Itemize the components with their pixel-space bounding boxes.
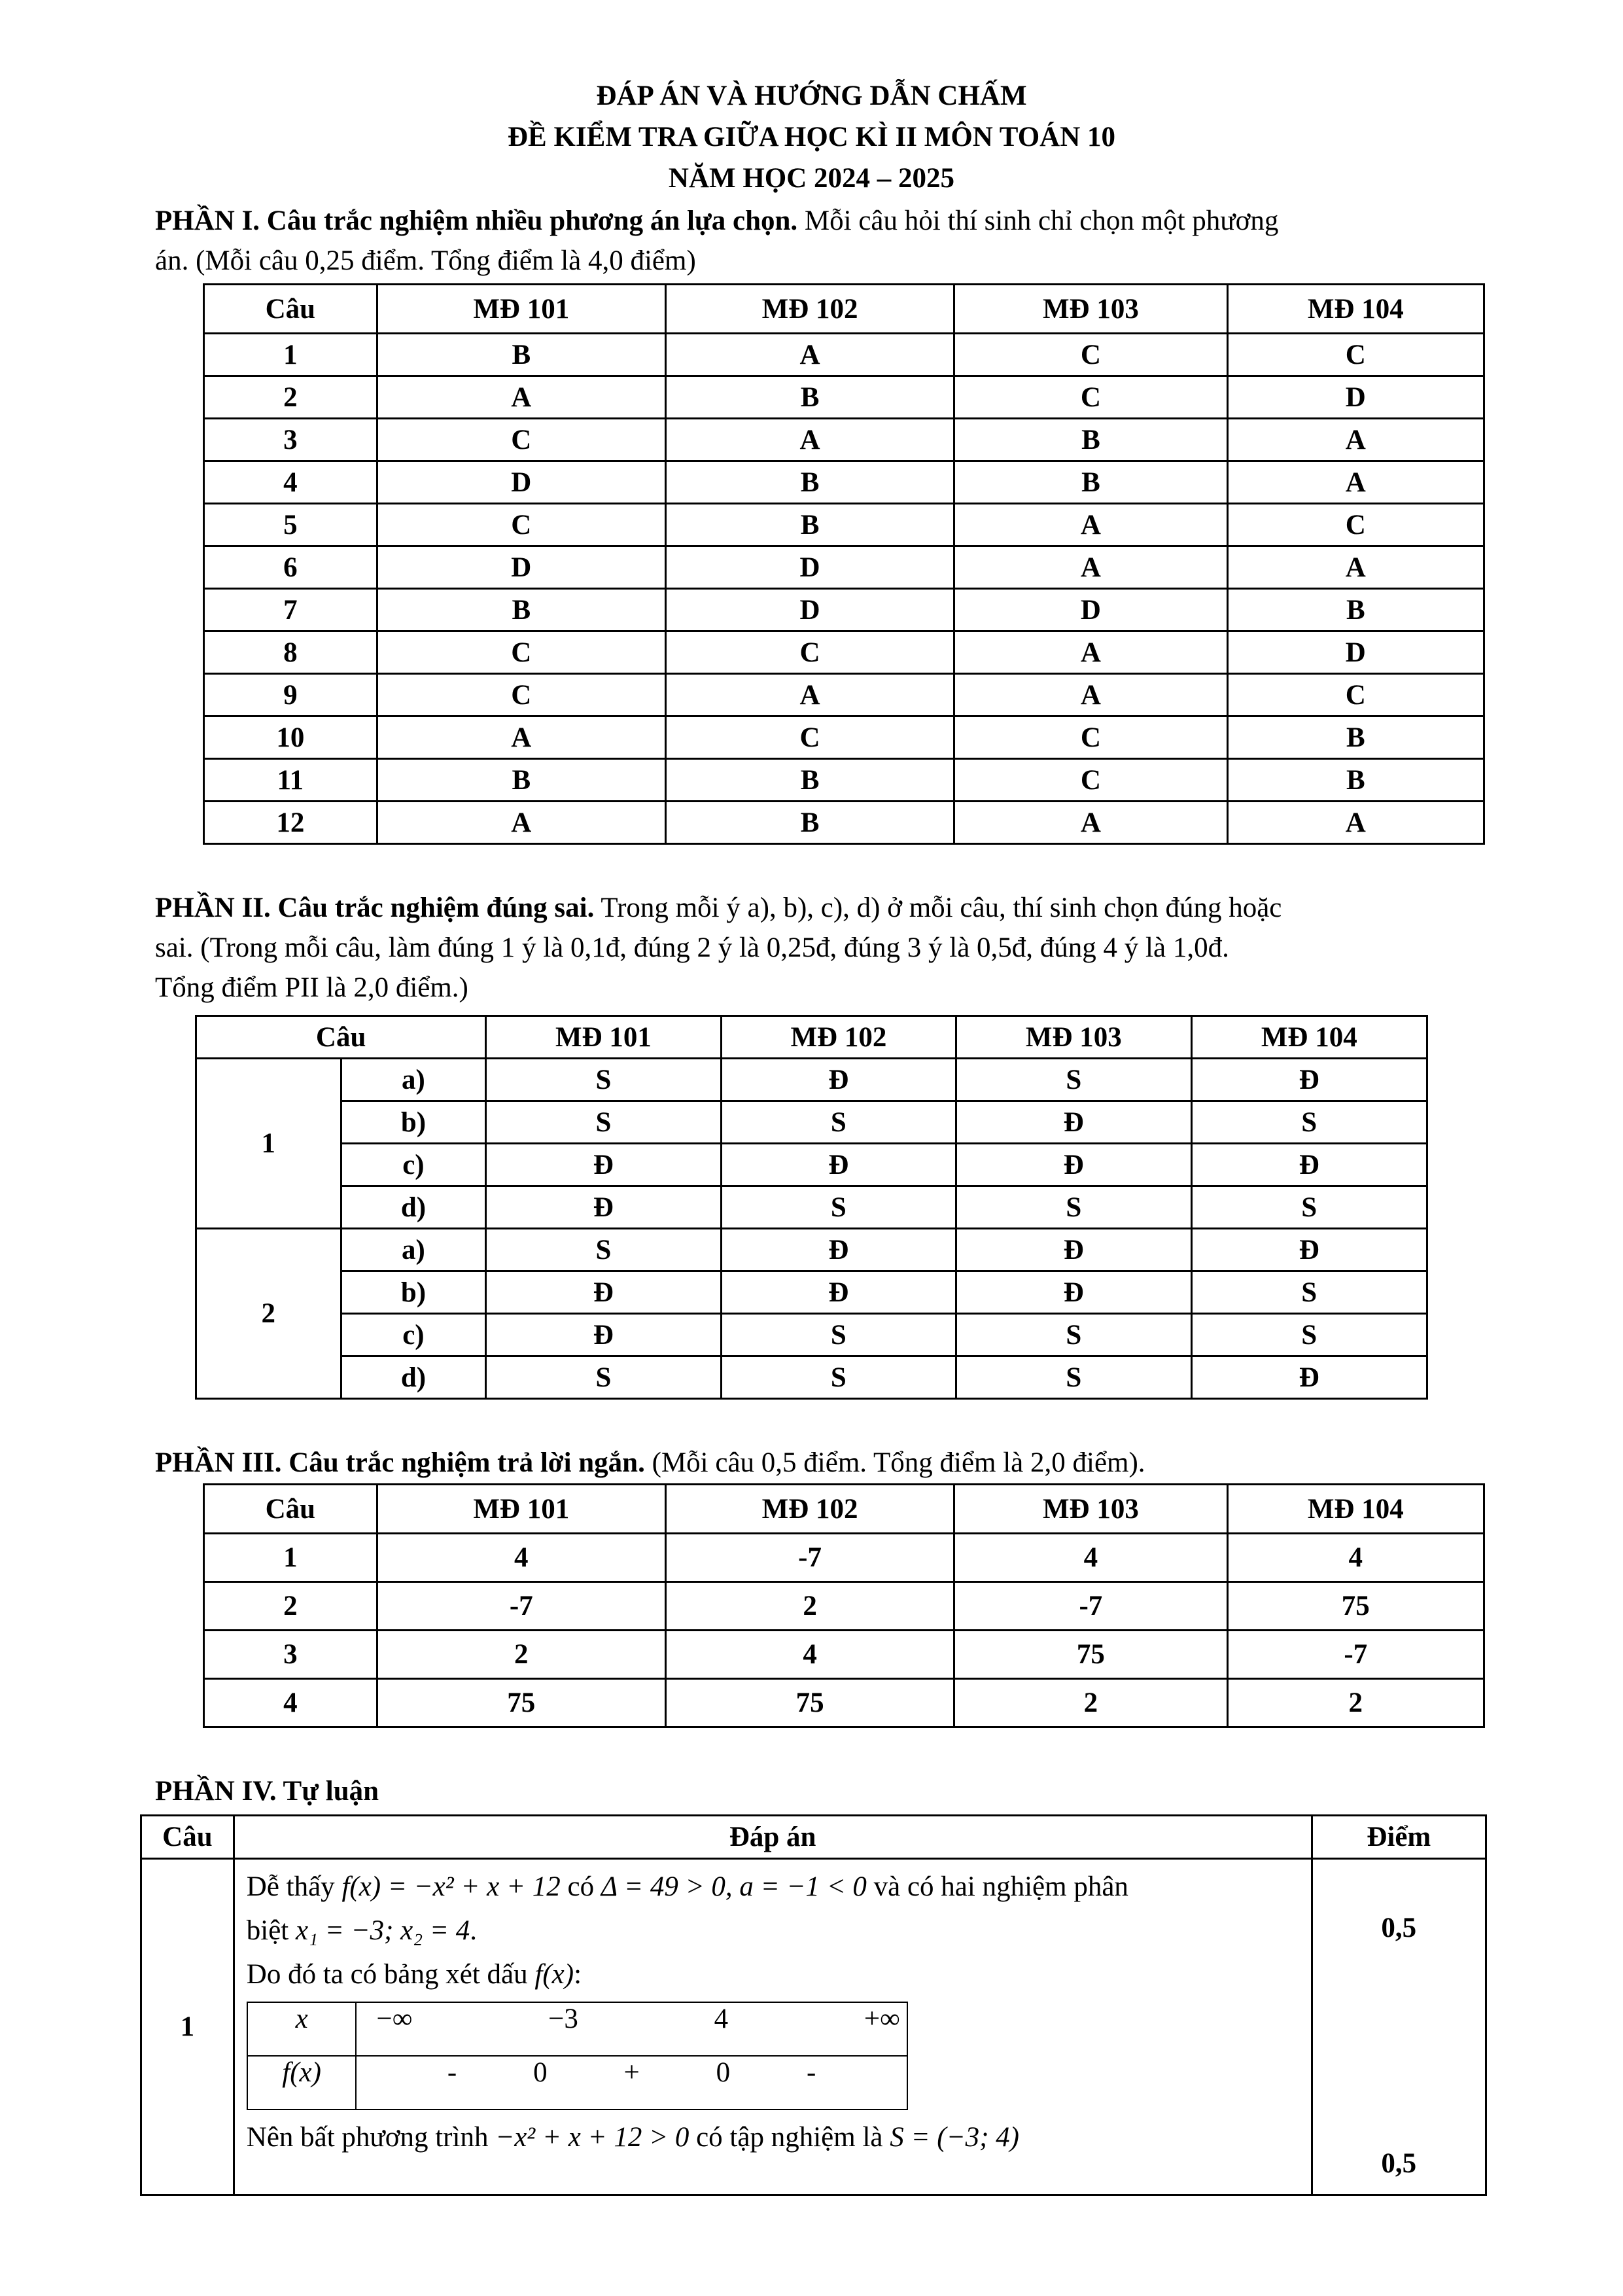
discriminant-condition: Δ = 49 > 0, a = −1 < 0 <box>601 1871 867 1902</box>
sign-4: 0 <box>716 2057 731 2088</box>
part2-cell: S <box>486 1101 721 1144</box>
part1-cell: C <box>665 716 954 759</box>
part3-cell: 2 <box>665 1582 954 1631</box>
part2-cell: S <box>956 1314 1191 1356</box>
part1-cell: A <box>954 546 1227 589</box>
part1-cell: C <box>1227 504 1484 546</box>
part2-cell: Đ <box>486 1144 721 1186</box>
part2-item-label: d) <box>341 1186 486 1229</box>
part3-cell: 75 <box>1227 1582 1484 1631</box>
part2-cell: S <box>1191 1271 1427 1314</box>
part1-cell: C <box>954 759 1227 802</box>
part2-cell: Đ <box>721 1271 956 1314</box>
part1-answer-table <box>203 283 1485 845</box>
part2-cell: S <box>956 1186 1191 1229</box>
part3-cell: -7 <box>665 1534 954 1582</box>
part2-row <box>196 1314 1427 1356</box>
part1-row <box>204 376 1484 419</box>
sign-2: 0 <box>533 2057 548 2088</box>
part1-cell: 6 <box>204 546 377 589</box>
part2-desc-2: sai. (Trong mỗi câu, làm đúng 1 ý là 0,1đ, đúng 2 ý là 0,25đ, đúng 3 ý là 0,5đ, đúng 4 ý là 1,0đ. <box>155 932 1229 963</box>
part1-cell: B <box>954 419 1227 461</box>
part3-heading: PHẦN III. Câu trắc nghiệm trả lời ngắn. <box>155 1447 645 1478</box>
part1-desc-2: án. (Mỗi câu 0,25 điểm. Tổng điểm là 4,0 điểm) <box>155 245 696 276</box>
part1-cell: C <box>665 631 954 674</box>
inequality-expression: −x² + x + 12 > 0 <box>495 2122 689 2153</box>
part2-item-label: b) <box>341 1271 486 1314</box>
part2-row <box>196 1101 1427 1144</box>
part1-row <box>204 546 1484 589</box>
part2-cell: S <box>1191 1101 1427 1144</box>
part1-desc-1: Mỗi câu hỏi thí sinh chỉ chọn một phương <box>797 205 1279 236</box>
part2-cell: S <box>486 1059 721 1101</box>
part3-col-md102: MĐ 102 <box>665 1485 954 1534</box>
part2-item-label: d) <box>341 1356 486 1399</box>
roots-expression: x₁ = −3; x₂ = 4 <box>296 1915 470 1946</box>
part4-col-cau: Câu <box>141 1816 234 1859</box>
part1-cell: A <box>1227 419 1484 461</box>
part3-row <box>204 1582 1484 1631</box>
part1-cell: A <box>665 419 954 461</box>
part1-cell: A <box>1227 546 1484 589</box>
answer-line-4: Nên bất phương trình −x² + x + 12 > 0 có tập nghiệm là S = (−3; 4) <box>246 2122 1019 2153</box>
part3-cell: 4 <box>1227 1534 1484 1582</box>
part2-cell: Đ <box>486 1186 721 1229</box>
part4-heading: PHẦN IV. Tự luận <box>155 1776 379 1807</box>
part2-cell: S <box>721 1314 956 1356</box>
answer-line-2: biệt x₁ = −3; x₂ = 4. <box>246 1915 477 1946</box>
part3-cell: 1 <box>204 1534 377 1582</box>
part1-cell: B <box>1227 759 1484 802</box>
sign-table-function: f(x) <box>534 1959 574 1990</box>
part1-cell: C <box>377 504 665 546</box>
part3-cell: -7 <box>1227 1631 1484 1679</box>
part1-cell: 8 <box>204 631 377 674</box>
part3-desc: (Mỗi câu 0,5 điểm. Tổng điểm là 2,0 điểm). <box>644 1447 1145 1478</box>
part2-cell: S <box>486 1356 721 1399</box>
score-2: 0,5 <box>1381 2148 1417 2179</box>
part4-essay-table <box>140 1814 1487 2196</box>
part2-cell: Đ <box>956 1144 1191 1186</box>
part3-cell: 2 <box>204 1582 377 1631</box>
part1-row <box>204 716 1484 759</box>
part3-col-md104: MĐ 104 <box>1227 1485 1484 1534</box>
part3-answer-table <box>203 1483 1485 1728</box>
point-4: 4 <box>714 2004 729 2034</box>
part2-cell: S <box>956 1059 1191 1101</box>
part1-cell: B <box>377 759 665 802</box>
part2-row <box>196 1229 1427 1271</box>
point-minus-3: −3 <box>548 2004 578 2034</box>
answer-line-1: Dễ thấy f(x) = −x² + x + 12 có Δ = 49 > 0, a = −1 < 0 và có hai nghiệm phân <box>246 1871 1128 1902</box>
part4-question-number: 1 <box>141 1859 234 2195</box>
part2-cell: Đ <box>1191 1144 1427 1186</box>
score-1: 0,5 <box>1381 1913 1417 1943</box>
part1-cell: C <box>377 419 665 461</box>
part1-col-md103: MĐ 103 <box>954 285 1227 334</box>
part1-cell: C <box>377 631 665 674</box>
part2-cell: Đ <box>1191 1229 1427 1271</box>
part1-cell: A <box>665 334 954 376</box>
part3-cell: -7 <box>377 1582 665 1631</box>
part2-cell: Đ <box>721 1144 956 1186</box>
sign-table-points <box>356 2002 907 2056</box>
part2-cell: S <box>1191 1314 1427 1356</box>
part2-cell: Đ <box>1191 1059 1427 1101</box>
sign-1: - <box>447 2057 457 2088</box>
part1-heading: PHẦN I. Câu trắc nghiệm nhiều phương án lựa chọn. <box>155 205 798 236</box>
part4-answer-cell <box>234 1859 1312 2195</box>
part2-cell: S <box>1191 1186 1427 1229</box>
part3-row <box>204 1534 1484 1582</box>
part1-cell: C <box>1227 334 1484 376</box>
part2-item-label: b) <box>341 1101 486 1144</box>
part1-cell: D <box>1227 631 1484 674</box>
header-line-3: NĂM HỌC 2024 – 2025 <box>668 163 955 194</box>
part3-cell: 4 <box>954 1534 1227 1582</box>
part2-item-label: a) <box>341 1059 486 1101</box>
part1-cell: A <box>954 504 1227 546</box>
part1-cell: B <box>377 334 665 376</box>
part2-row <box>196 1271 1427 1314</box>
part1-cell: A <box>954 631 1227 674</box>
part2-desc-1: Trong mỗi ý a), b), c), d) ở mỗi câu, thí sinh chọn đúng hoặc <box>594 892 1282 923</box>
part2-row <box>196 1059 1427 1101</box>
part3-cell: 3 <box>204 1631 377 1679</box>
part1-row <box>204 419 1484 461</box>
part3-row <box>204 1679 1484 1727</box>
part1-cell: 9 <box>204 674 377 716</box>
sign-table-row-label: f(x) <box>247 2056 357 2110</box>
part2-cell: Đ <box>721 1059 956 1101</box>
part3-row <box>204 1631 1484 1679</box>
part2-cell: Đ <box>486 1314 721 1356</box>
part4-score-cell <box>1312 1859 1486 2195</box>
part2-cell: Đ <box>1191 1356 1427 1399</box>
part2-cell: S <box>721 1101 956 1144</box>
part3-cell: 75 <box>377 1679 665 1727</box>
part1-cell: 7 <box>204 589 377 631</box>
part3-col-cau: Câu <box>204 1485 377 1534</box>
part1-cell: D <box>377 546 665 589</box>
part2-item-label: c) <box>341 1314 486 1356</box>
part2-cell: Đ <box>956 1271 1191 1314</box>
part2-item-label: c) <box>341 1144 486 1186</box>
solution-set: S = (−3; 4) <box>890 2122 1019 2153</box>
part1-cell: B <box>665 376 954 419</box>
part1-cell: C <box>377 674 665 716</box>
part2-row <box>196 1144 1427 1186</box>
part3-col-md101: MĐ 101 <box>377 1485 665 1534</box>
sign-table-signs <box>356 2056 907 2110</box>
part1-cell: 11 <box>204 759 377 802</box>
part1-col-md102: MĐ 102 <box>665 285 954 334</box>
part2-cell: Đ <box>486 1271 721 1314</box>
part1-row <box>204 802 1484 844</box>
part1-cell: 1 <box>204 334 377 376</box>
part1-cell: 3 <box>204 419 377 461</box>
part3-cell: 4 <box>665 1631 954 1679</box>
part3-col-md103: MĐ 103 <box>954 1485 1227 1534</box>
part3-cell: 4 <box>204 1679 377 1727</box>
part1-cell: A <box>1227 802 1484 844</box>
header-line-2: ĐỀ KIỂM TRA GIỮA HỌC KÌ II MÔN TOÁN 10 <box>507 122 1115 152</box>
sign-3: + <box>623 2057 640 2088</box>
part1-col-md101: MĐ 101 <box>377 285 665 334</box>
header-line-1: ĐÁP ÁN VÀ HƯỚNG DẪN CHẤM <box>596 80 1027 111</box>
part3-intro <box>155 1443 1503 1483</box>
part1-cell: D <box>665 546 954 589</box>
part1-cell: 5 <box>204 504 377 546</box>
part3-cell: -7 <box>954 1582 1227 1631</box>
part2-intro <box>155 888 1503 1008</box>
part3-cell: 2 <box>377 1631 665 1679</box>
part1-cell: A <box>665 674 954 716</box>
part2-row <box>196 1186 1427 1229</box>
part1-cell: B <box>665 504 954 546</box>
part2-cell: Đ <box>956 1101 1191 1144</box>
part1-row <box>204 504 1484 546</box>
part1-row <box>204 631 1484 674</box>
part1-cell: 12 <box>204 802 377 844</box>
part1-cell: 4 <box>204 461 377 504</box>
part1-row <box>204 334 1484 376</box>
sign-table <box>247 2002 908 2110</box>
sign-table-var: x <box>247 2002 357 2056</box>
part1-cell: D <box>1227 376 1484 419</box>
function-expression: f(x) = −x² + x + 12 <box>341 1871 561 1902</box>
part2-col-md104: MĐ 104 <box>1191 1016 1427 1059</box>
part1-cell: A <box>1227 461 1484 504</box>
part1-cell: B <box>1227 589 1484 631</box>
part1-cell: D <box>665 589 954 631</box>
part1-cell: B <box>665 759 954 802</box>
part3-cell: 2 <box>954 1679 1227 1727</box>
part1-cell: B <box>1227 716 1484 759</box>
part1-cell: B <box>665 461 954 504</box>
part1-cell: 10 <box>204 716 377 759</box>
part3-cell: 75 <box>954 1631 1227 1679</box>
part1-cell: B <box>954 461 1227 504</box>
part4-col-diem: Điểm <box>1312 1816 1486 1859</box>
part2-col-md101: MĐ 101 <box>486 1016 721 1059</box>
part1-cell: A <box>377 716 665 759</box>
part2-answer-table <box>195 1015 1428 1400</box>
part4-col-dap-an: Đáp án <box>234 1816 1312 1859</box>
part1-intro <box>155 201 1483 281</box>
part3-cell: 4 <box>377 1534 665 1582</box>
part4-intro <box>155 1771 379 1811</box>
sign-5: - <box>806 2057 816 2088</box>
part2-col-md103: MĐ 103 <box>956 1016 1191 1059</box>
part1-cell: C <box>954 334 1227 376</box>
part1-cell: B <box>665 802 954 844</box>
part2-cell: S <box>721 1356 956 1399</box>
part1-cell: C <box>954 716 1227 759</box>
part2-question-number: 1 <box>196 1059 341 1229</box>
part1-col-cau: Câu <box>204 285 377 334</box>
part2-cell: S <box>486 1229 721 1271</box>
part2-cell: Đ <box>956 1229 1191 1271</box>
part1-cell: 2 <box>204 376 377 419</box>
part1-row <box>204 461 1484 504</box>
part2-question-number: 2 <box>196 1229 341 1399</box>
part1-col-md104: MĐ 104 <box>1227 285 1484 334</box>
part1-row <box>204 759 1484 802</box>
part2-item-label: a) <box>341 1229 486 1271</box>
part1-cell: A <box>954 802 1227 844</box>
part1-cell: D <box>377 461 665 504</box>
point-neg-inf: −∞ <box>376 2004 413 2034</box>
part2-col-md102: MĐ 102 <box>721 1016 956 1059</box>
part3-cell: 2 <box>1227 1679 1484 1727</box>
part1-cell: D <box>954 589 1227 631</box>
part1-cell: C <box>954 376 1227 419</box>
part1-row <box>204 589 1484 631</box>
part1-row <box>204 674 1484 716</box>
part2-cell: Đ <box>721 1229 956 1271</box>
point-pos-inf: +∞ <box>864 2004 900 2034</box>
part3-cell: 75 <box>665 1679 954 1727</box>
part1-cell: A <box>954 674 1227 716</box>
part1-cell: A <box>377 802 665 844</box>
part2-desc-3: Tổng điểm PII là 2,0 điểm.) <box>155 972 468 1003</box>
part2-cell: S <box>721 1186 956 1229</box>
part1-cell: B <box>377 589 665 631</box>
part2-col-cau: Câu <box>196 1016 486 1059</box>
part1-cell: A <box>377 376 665 419</box>
part2-heading: PHẦN II. Câu trắc nghiệm đúng sai. <box>155 892 595 923</box>
part2-cell: S <box>956 1356 1191 1399</box>
part1-cell: C <box>1227 674 1484 716</box>
part2-row <box>196 1356 1427 1399</box>
answer-line-3: Do đó ta có bảng xét dấu f(x): <box>246 1959 582 1990</box>
